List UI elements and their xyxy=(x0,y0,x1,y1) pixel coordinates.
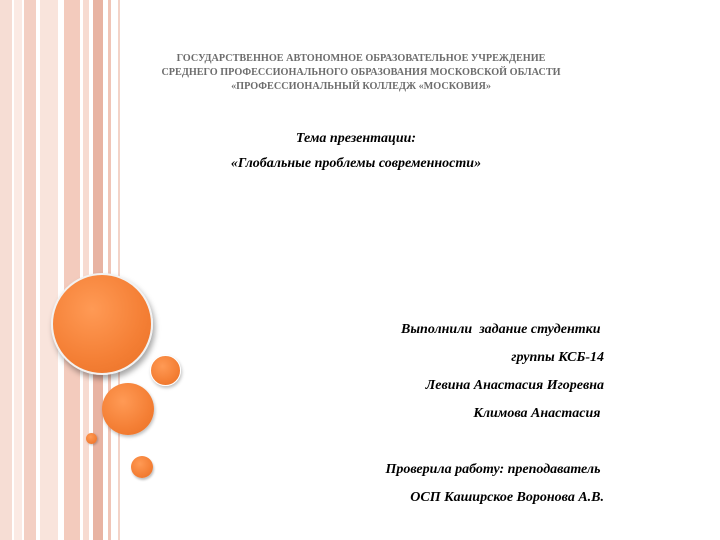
authors-intro: Выполнили задание студентки xyxy=(400,322,604,337)
decor-circle-medium xyxy=(102,383,154,435)
reviewer-label: Проверила работу: преподаватель xyxy=(385,462,604,477)
decor-stripe xyxy=(83,0,89,540)
decor-stripe xyxy=(64,0,80,540)
decor-circle-small xyxy=(150,355,181,386)
spacer xyxy=(244,428,604,456)
institution-line: «ПРОФЕССИОНАЛЬНЫЙ КОЛЛЕДЖ «МОСКОВИЯ» xyxy=(231,81,491,92)
decor-circle-large xyxy=(51,273,153,375)
institution-line: ГОСУДАРСТВЕННОЕ АВТОНОМНОЕ ОБРАЗОВАТЕЛЬНОЕ УЧРЕЖДЕНИЕ xyxy=(176,53,546,64)
decor-stripe xyxy=(14,0,22,540)
authors-block xyxy=(244,316,604,512)
decor-stripe xyxy=(93,0,103,540)
institution-header xyxy=(120,52,602,94)
decor-stripe xyxy=(0,0,12,540)
student-name: Климова Анастасия xyxy=(473,406,604,421)
decor-stripe xyxy=(40,0,58,540)
presentation-topic xyxy=(120,126,592,176)
decor-circle-tiny xyxy=(86,433,97,444)
decor-stripe xyxy=(108,0,111,540)
institution-line: СРЕДНЕГО ПРОФЕССИОНАЛЬНОГО ОБРАЗОВАНИЯ МОСКОВСКОЙ ОБЛАСТИ xyxy=(161,67,561,78)
topic-title: «Глобальные проблемы современности» xyxy=(230,156,482,171)
decor-circle-small xyxy=(131,456,153,478)
topic-label: Тема презентации: xyxy=(295,131,417,146)
student-name: Левина Анастасия Игоревна xyxy=(425,378,604,393)
reviewer-name: ОСП Каширское Воронова А.В. xyxy=(410,490,604,505)
student-group: группы КСБ-14 xyxy=(511,350,604,365)
decor-stripe xyxy=(24,0,36,540)
